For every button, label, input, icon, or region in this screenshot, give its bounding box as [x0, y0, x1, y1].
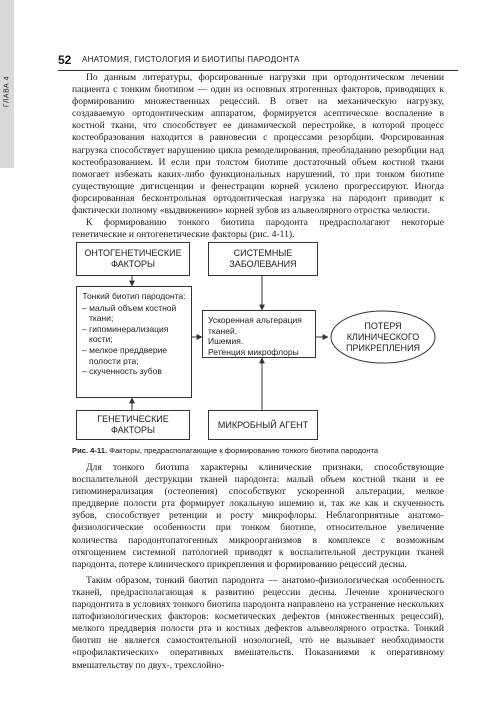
caption-label: Рис. 4-11. — [72, 446, 108, 455]
biotype-feature: – мелкое преддверие полости рта; — [82, 345, 186, 366]
biotype-feature: – скученность зубов — [82, 366, 186, 377]
figure-4-11-diagram — [72, 240, 444, 440]
alteration-line: Ишемия. — [208, 336, 244, 347]
alteration-line: Ускоренная альтерация тканей. — [208, 315, 302, 336]
thin-biotype-title: Тонкий биотип пародонта: — [82, 291, 186, 301]
caption-text: Факторы, предрасполагающие к формированию тонкого биотипа пародонта — [107, 446, 379, 455]
alteration-box — [202, 310, 316, 358]
figure-caption — [72, 446, 452, 455]
chapter-label: ГЛАВА 4 — [3, 75, 11, 108]
microbial-agent-box: МИКРОБНЫЙ АГЕНТ — [208, 410, 318, 440]
page-number: 52 — [58, 53, 72, 67]
paragraph: К формированию тонкого биотипа пародонта предрасполагают некоторые генетические и онтогенетические факторы (рис. 4-11). — [72, 217, 444, 241]
page-header — [58, 52, 458, 71]
alteration-line: Ретенция микрофлоры — [208, 346, 299, 357]
body-text-top — [72, 72, 444, 241]
body-text-bottom — [72, 462, 444, 672]
ontogenetic-factors-box: ОНТОГЕНЕТИЧЕСКИЕ ФАКТОРЫ — [76, 242, 190, 276]
chapter-side-tab — [0, 0, 14, 168]
outcome-label: ПОТЕРЯ КЛИНИЧЕСКОГО ПРИКРЕПЛЕНИЯ — [345, 320, 421, 353]
paragraph: Для тонкого биотипа характерны клинические признаки, способствующие воспалительной деструкции тканей пародонта: малый объем костной ткани и ее гипоминерализация (остеопения) способствуют ускоренной альтерации, мелкое преддверие полости рта формирует локальную ишемию и, так же как и скученность зубов, способствует ретенции и росту микрофлоры. Неблагоприятные анатомо-физиологические особенности при тонком биотипе, относительное увеличение количества пародонтопатогенных микроорганизмов в комплексе с возможным отягощением системной патологией приводят к воспалительной деструкции тканей пародонта, потере клинического прикрепления и формированию рецессий десны. — [72, 462, 444, 570]
thin-biotype-box — [76, 286, 192, 398]
genetic-factors-box: ГЕНЕТИЧЕСКИЕ ФАКТОРЫ — [76, 410, 190, 440]
biotype-feature: – малый объем костной ткани; — [82, 303, 186, 324]
thin-biotype-list — [82, 303, 186, 377]
systemic-diseases-box: СИСТЕМНЫЕ ЗАБОЛЕВАНИЯ — [208, 242, 318, 276]
paragraph: Таким образом, тонкий биотип пародонта — анатомо-физиологическая особенность тканей, предрасполагающая к развитию рецессии десны. Лечение хронического пародонтита в условиях тонкого биотипа пародонта направлено на устранение нескольких патофизиологических факторов: косметических дефектов (множественных рецессий), мелкого преддверия полости рта и костных дефектов альвеолярного отростка. Тонкий биотип не является самостоятельной нозологией, что не вызывает необходимости «профилактических» оперативных вмешательств. Показаниями к оперативному вмешательству по двух-, трехслойно- — [72, 574, 444, 671]
running-title: АНАТОМИЯ, ГИСТОЛОГИЯ И БИОТИПЫ ПАРОДОНТА — [82, 55, 300, 64]
biotype-feature: – гипоминерализация кости; — [82, 324, 186, 345]
paragraph: По данным литературы, форсированные нагрузки при ортодонтическом лечении пациента с тонким биотипом — один из основных ятрогенных факторов, приводящих к формированию множественных рецессий. В ответ на механическую нагрузку, создаваемую ортодонтическим аппаратом, формируется асептическое воспаление в костной ткани, что способствует ее динамической перестройке, в которой процесс костеобразования находится в равновесии с процессами резорбции. Форсированная нагрузка способствует нарушению цикла ремоделирования, преобладанию резорбции над костеобразованием. И если при толстом биотипе достаточный объем костной ткани помогает избежать каких-либо функциональных нарушений, то при тонком биотипе существующие дигисценции и фенестрации корней усилено прогрессируют. Иногда форсированная бесконтрольная ортодонтическая нагрузка на пародонт приводит к фактически полному «выдвижению» корней зубов из альвеолярного отростка челюсти. — [72, 72, 444, 217]
